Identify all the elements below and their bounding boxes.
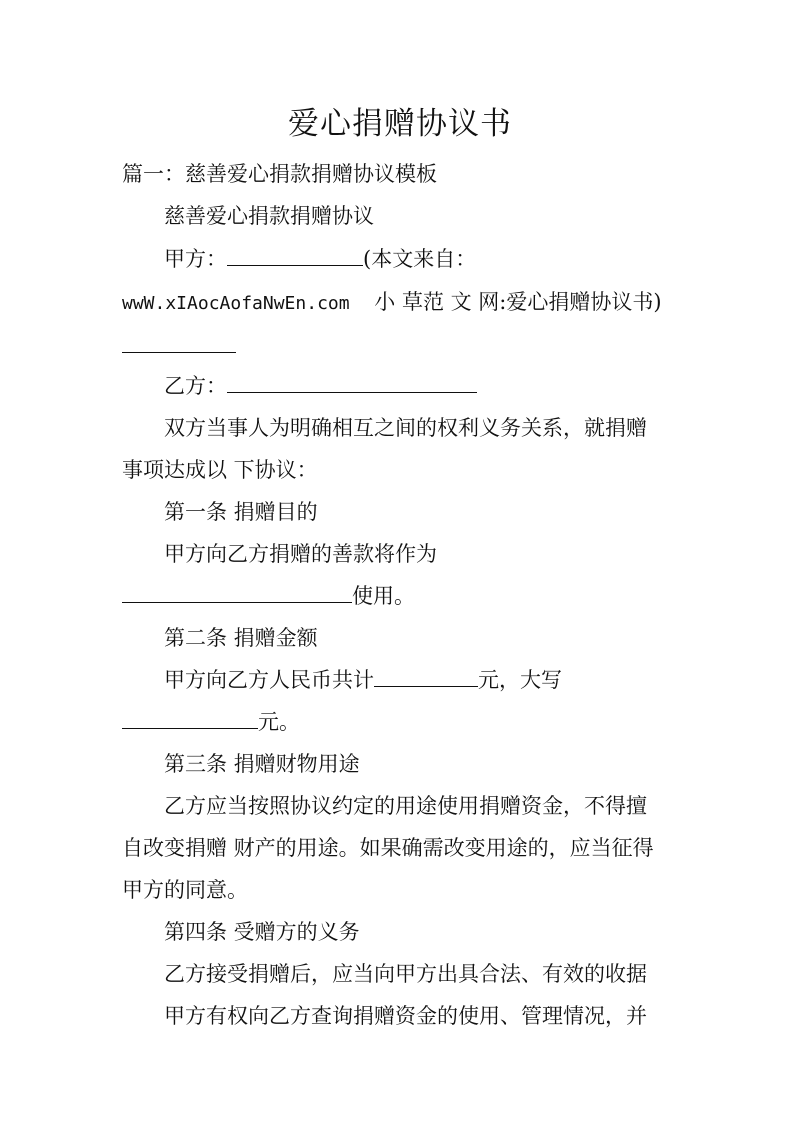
article-2-title: 第二条 捐赠金额 <box>164 626 318 650</box>
source-name: 小 草范 文 网:爱心捐赠协议书) <box>374 290 662 314</box>
article-3-line-2: 自改变捐赠 财产的用途。如果确需改变用途的，应当征得 <box>122 836 654 860</box>
article-3-line-1: 乙方应当按照协议约定的用途使用捐赠资金，不得擅 <box>164 794 647 818</box>
article-1-line-1: 甲方向乙方捐赠的善款将作为 <box>164 542 437 566</box>
article-2-line-1 <box>164 666 562 694</box>
article-1-line-2 <box>122 582 415 610</box>
article-2-line-2-suffix: 元。 <box>258 710 300 734</box>
agreement-heading: 慈善爱心捐款捐赠协议 <box>164 204 374 228</box>
article-3-line-3: 甲方的同意。 <box>122 878 248 902</box>
party-a-blank <box>227 245 363 266</box>
article-4-line-2: 甲方有权向乙方查询捐赠资金的使用、管理情况，并 <box>164 1004 647 1028</box>
article-1-suffix: 使用。 <box>352 584 415 608</box>
article-4-title: 第四条 受赠方的义务 <box>164 920 360 944</box>
article-1-title: 第一条 捐赠目的 <box>164 500 318 524</box>
document-subtitle: 篇一：慈善爱心捐款捐赠协议模板 <box>122 162 437 186</box>
purpose-blank <box>122 582 352 603</box>
article-2-line-2 <box>122 708 300 736</box>
source-url: wwW.xIAocAofaNwEn.com <box>122 293 350 314</box>
article-2-suffix: 元，大写 <box>478 668 562 692</box>
party-b-label: 乙方： <box>164 374 227 398</box>
article-2-prefix: 甲方向乙方人民币共计 <box>164 668 374 692</box>
party-b-blank <box>227 372 477 393</box>
intro-line-1: 双方当事人为明确相互之间的权利义务关系，就捐赠 <box>164 416 647 440</box>
source-line <box>122 288 662 318</box>
amount-in-words-blank <box>122 708 258 729</box>
document-title: 爱心捐赠协议书 <box>288 106 512 142</box>
article-3-title: 第三条 捐赠财物用途 <box>164 752 360 776</box>
article-4-line-1: 乙方接受捐赠后，应当向甲方出具合法、有效的收据 <box>164 962 647 986</box>
party-a-label: 甲方： <box>164 247 227 271</box>
intro-line-2: 事项达成以 下协议： <box>122 458 318 482</box>
party-a-continuation-blank <box>122 352 236 353</box>
party-a-line <box>164 245 476 273</box>
party-a-note: (本文来自： <box>363 247 477 271</box>
party-b-line <box>164 372 477 400</box>
amount-blank <box>374 666 478 687</box>
